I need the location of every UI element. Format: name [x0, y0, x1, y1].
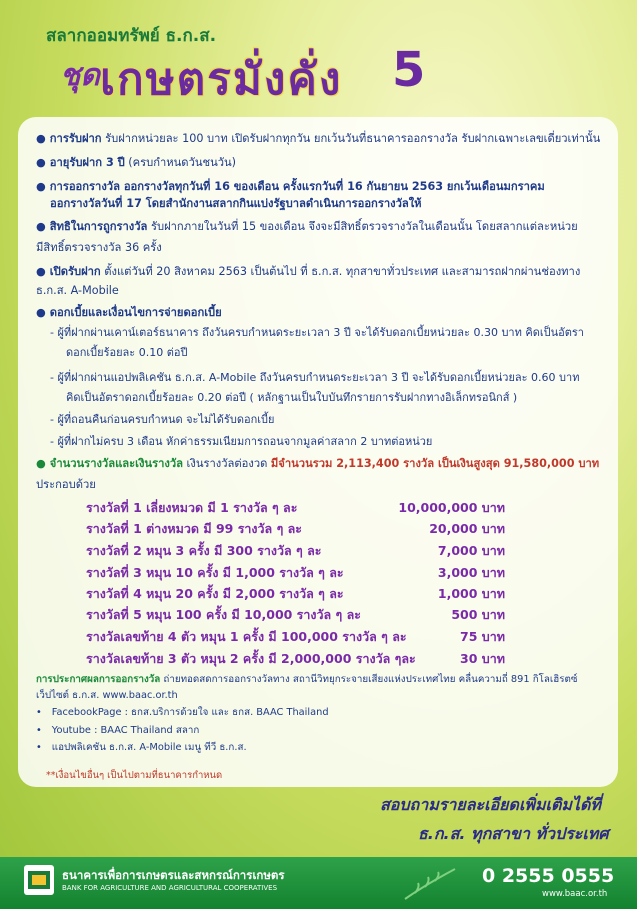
- rice-icon: [400, 865, 460, 901]
- interest-item: ดอกเบี้ยร้อยละ 0.10 ต่อปี: [66, 346, 188, 359]
- prize-amount: 500 บาท: [451, 607, 505, 622]
- interest-item: - ผู้ที่ถอนคืนก่อนครบกำหนด จะไม่ได้รับดอกเบี้ย: [50, 413, 275, 426]
- bank-name-en: BANK FOR AGRICULTURE AND AGRICULTURAL COOPERATIVES: [62, 884, 278, 892]
- prize-label: รางวัลที่ 3 หมุน 10 ครั้ง มี 1,000 รางวัล ๆ ละ: [86, 565, 344, 580]
- prize-amount: 1,000 บาท: [437, 586, 505, 601]
- header-org: สลากออมทรัพย์ ธ.ก.ส.: [46, 26, 217, 46]
- detail-rights: ● สิทธิในการถูกรางวัล รับฝากภายในวันที่ 15 ของเดือน จึงจะมีสิทธิ์ตรวจรางวัลในเดือนนั้น โดยสลากแต่ละหน่วย: [36, 220, 578, 233]
- channel-app: • แอปพลิเคชัน ธ.ก.ส. A-Mobile เมนู ทีวี ธ.ก.ส.: [36, 742, 247, 753]
- footer-bar: [0, 857, 637, 909]
- detail-rights-cont: มีสิทธิ์ตรวจรางวัล 36 ครั้ง: [36, 241, 162, 254]
- detail-open-cont: ธ.ก.ส. A-Mobile: [36, 284, 119, 297]
- phone-number: 0 2555 0555: [482, 865, 615, 887]
- interest-item: - ผู้ที่ฝากผ่านเคาน์เตอร์ธนาคาร ถึงวันครบกำหนดระยะเวลา 3 ปี จะได้รับดอกเบี้ยหน่วยละ 0.30 บาท คิดเป็นอัตรา: [50, 326, 584, 339]
- prize-amount: 20,000 บาท: [429, 521, 505, 536]
- channel-facebook: • FacebookPage : ธกส.บริการด้วยใจ และ ธกส. BAAC Thailand: [36, 707, 329, 718]
- series-number: 5: [392, 42, 426, 98]
- interest-item: - ผู้ที่ฝากผ่านแอปพลิเคชัน ธ.ก.ส. A-Mobile ถึงวันครบกำหนดระยะเวลา 3 ปี จะได้รับดอกเบี้ยหน่วยละ 0.60 บาท: [50, 371, 580, 384]
- prize-amount: 3,000 บาท: [437, 565, 505, 580]
- prize-label: รางวัลที่ 5 หมุน 100 ครั้ง มี 10,000 รางวัล ๆ ละ: [86, 607, 361, 622]
- website-link[interactable]: www.baac.or.th: [542, 889, 608, 899]
- info-card: [18, 117, 618, 787]
- interest-item: คิดเป็นอัตราดอกเบี้ยร้อยละ 0.20 ต่อปี ( หลักฐานเป็นใบบันทึกรายการรับฝากทางอิเล็กทรอนิกส์ ): [66, 391, 518, 404]
- contact-line-2: ธ.ก.ส. ทุกสาขา ทั่วประเทศ: [418, 824, 609, 843]
- prizes-heading: ● จำนวนรางวัลและเงินรางวัล เงินรางวัลต่องวด มีจำนวนรวม 2,113,400 รางวัล เป็นเงินสูงสุด 91,580,000 บาท: [36, 457, 600, 470]
- interest-item: - ผู้ที่ฝากไม่ครบ 3 เดือน หักค่าธรรมเนียมการถอนจากมูลค่าสลาก 2 บาทต่อหน่วย: [50, 435, 433, 448]
- prize-label: รางวัลที่ 1 ต่างหมวด มี 99 รางวัล ๆ ละ: [86, 521, 303, 536]
- prize-label: รางวัลที่ 4 หมุน 20 ครั้ง มี 2,000 รางวัล ๆ ละ: [86, 586, 344, 601]
- announce-website: เว็ปไซต์ ธ.ก.ส. www.baac.or.th: [36, 690, 178, 701]
- prize-label: รางวัลที่ 1 เลี่ยงหมวด มี 1 รางวัล ๆ ละ: [86, 500, 298, 515]
- prize-amount: 75 บาท: [460, 629, 505, 644]
- announce-line: การประกาศผลการออกรางวัล ถ่ายทอดสดการออกรางวัลทาง สถานีวิทยุกระจายเสียงแห่งประเทศไทย คลื่นความถี่ 891 กิโลเฮิรตซ์: [36, 674, 578, 685]
- prize-label: รางวัลเลขท้าย 3 ตัว หมุน 2 ครั้ง มี 2,000,000 รางวัล ๆละ: [86, 651, 416, 666]
- detail-draw: ● การออกรางวัล ออกรางวัลทุกวันที่ 16 ของเดือน ครั้งแรกวันที่ 16 กันยายน 2563 ยกเว้นเดือนมกราคม: [36, 180, 545, 193]
- contact-line-1: สอบถามรายละเอียดเพิ่มเติมได้ที่: [380, 795, 601, 814]
- series-prefix: ชุด: [60, 58, 100, 93]
- prize-amount: 7,000 บาท: [437, 543, 505, 558]
- detail-draw-cont: ออกรางวัลวันที่ 17 โดยสำนักงานสลากกินแบ่งรัฐบาลดำเนินการออกรางวัลให้: [50, 197, 422, 210]
- detail-open: ● เปิดรับฝาก ตั้งแต่วันที่ 20 สิงหาคม 2563 เป็นต้นไป ที่ ธ.ก.ส. ทุกสาขาทั่วประเทศ และสามารถฝากผ่านช่องทาง: [36, 265, 581, 278]
- prizes-composed: ประกอบด้วย: [36, 478, 96, 491]
- detail-interest-heading: ● ดอกเบี้ยและเงื่อนไขการจ่ายดอกเบี้ย: [36, 306, 222, 319]
- page-title: เกษตรมั่งคั่ง: [100, 54, 343, 105]
- channel-youtube: • Youtube : BAAC Thailand สลาก: [36, 725, 200, 736]
- conditions-note: **เงื่อนไขอื่นๆ เป็นไปตามที่ธนาคารกำหนด: [46, 770, 223, 781]
- prize-label: รางวัลที่ 2 หมุน 3 ครั้ง มี 300 รางวัล ๆ ละ: [86, 543, 322, 558]
- prize-label: รางวัลเลขท้าย 4 ตัว หมุน 1 ครั้ง มี 100,000 รางวัล ๆ ละ: [86, 629, 407, 644]
- prize-amount: 30 บาท: [460, 651, 505, 666]
- detail-term: ● อายุรับฝาก 3 ปี (ครบกำหนดวันชนวัน): [36, 156, 237, 169]
- detail-deposit: ● การรับฝาก รับฝากหน่วยละ 100 บาท เปิดรับฝากทุกวัน ยกเว้นวันที่ธนาคารออกรางวัล รับฝากเฉพาะเลขเดี่ยวเท่านั้น: [36, 132, 601, 145]
- baac-logo: [24, 865, 54, 895]
- prize-amount: 10,000,000 บาท: [398, 500, 505, 515]
- bank-name-th: ธนาคารเพื่อการเกษตรและสหกรณ์การเกษตร: [62, 868, 285, 882]
